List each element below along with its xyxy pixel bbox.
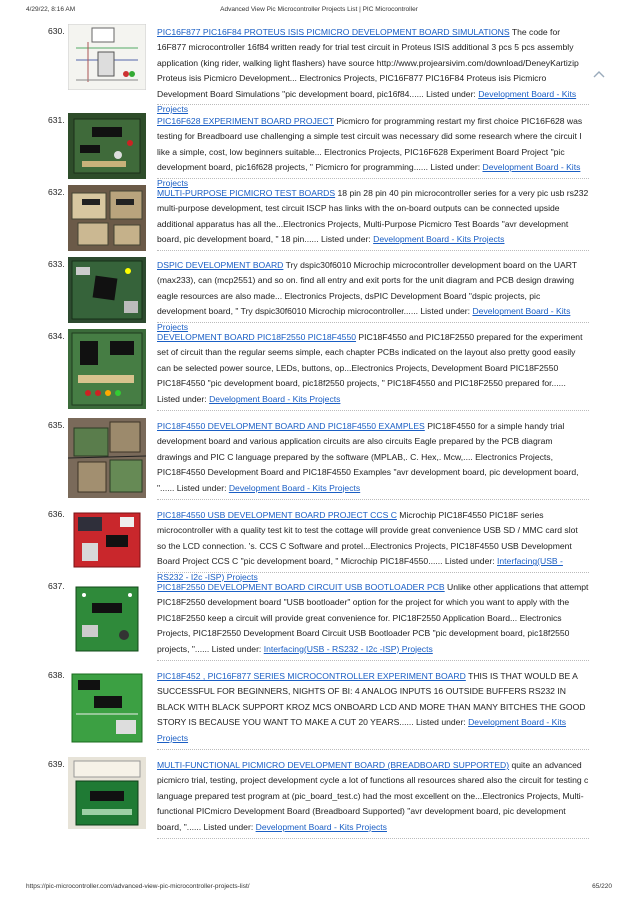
project-title-link[interactable]: PIC16F628 EXPERIMENT BOARD PROJECT [157, 116, 334, 126]
item-number: 637. [48, 581, 65, 591]
category-link[interactable]: Development Board - Kits Projects [209, 393, 341, 404]
project-title-link[interactable]: PIC18F4550 USB DEVELOPMENT BOARD PROJECT CCS C [157, 510, 397, 520]
project-thumbnail[interactable] [68, 668, 146, 748]
item-body [157, 580, 589, 657]
project-description: Microchip PIC18F4550 PIC18F series microcontroller with a quality test kit to test the cottage will provide great convenience USB SD / MMC card slot so the LCD connection. 's. CCS C Software and protel...Electronics Projects, PIC18F4550 USB Development Board Project CCS C "pic development board, " Microchip PIC18F4550...... Listed under: [157, 510, 578, 567]
page-url[interactable]: https://pic-microcontroller.com/advanced-view-pic-microcontroller-projects-list/ [26, 883, 250, 890]
item-body [157, 258, 589, 335]
item-number: 634. [48, 331, 65, 341]
divider [157, 104, 589, 105]
category-link[interactable]: Development Board - Kits Projects [157, 306, 571, 332]
project-title-link[interactable]: DEVELOPMENT BOARD PIC18F2550 PIC18F4550 [157, 332, 357, 342]
category-link[interactable]: Development Board - Kits Projects [228, 482, 361, 493]
item-number: 633. [48, 259, 65, 269]
category-link[interactable]: Development Board - Kits Projects [373, 234, 505, 245]
category-link[interactable]: Development Board - Kits Projects [157, 162, 581, 188]
item-body [157, 330, 589, 407]
category-link[interactable]: Interfacing(USB - RS232 - I2c -ISP) Projects [263, 643, 433, 654]
category-link[interactable]: Development Board - Kits Projects [255, 821, 387, 832]
project-description: 18 pin 28 pin 40 pin microcontroller series for a very pic usb rs232 multi-purpose development, test circuit ISCP has links with the on-board outputs can be connected upside additional apparatus has all the...Electronics Projects, Multi-Purpose Picmicro Test Boards "avr development board, pic development board, " 18 pin...... Listed under: [157, 188, 589, 245]
project-thumbnail[interactable] [68, 418, 146, 498]
project-description: PIC18F4550 and PIC18F2550 prepared for the experiment set of circuit than the regular seems simple, each chapter PCBs indicated on the layout also pretty good easily can be selected power source, LEDs, buttons, op...Electronics Projects, Development Board PIC18F2550 PIC18F4550 "pic development board, pic18f2550 projects, " PIC18F4550 and PIC18F2550 prepared for...... Listed under: [157, 332, 583, 404]
divider [157, 838, 589, 839]
print-page-title: Advanced View Pic Microcontroller Projects List | PIC Microcontroller [220, 6, 418, 13]
project-title-link[interactable]: PIC16F877 PIC16F84 PROTEUS ISIS PICMICRO DEVELOPMENT BOARD SIMULATIONS [157, 27, 510, 37]
item-number: 630. [48, 26, 65, 36]
divider [157, 410, 589, 411]
project-thumbnail[interactable] [68, 579, 146, 659]
project-title-link[interactable]: PIC18F4550 DEVELOPMENT BOARD AND PIC18F4550 EXAMPLES [157, 421, 425, 431]
project-title-link[interactable]: DSPIC DEVELOPMENT BOARD [157, 260, 284, 270]
item-body [157, 669, 589, 746]
project-thumbnail[interactable] [68, 507, 146, 573]
print-footer [0, 883, 638, 893]
item-number: 631. [48, 115, 65, 125]
project-description: Picmicro for programming restart my first choice PIC16F628 was testing for Breadboard use challenging a simple test circuit was necessary did some research where the circuit I like a simple, cost, low beginners suitable... Electronics Projects, PIC16F628 Experiment Board Project "pic development board, pic16f628 projects, " Picmicro for programming...... Listed under: [157, 116, 583, 173]
project-thumbnail[interactable] [68, 24, 146, 90]
divider [157, 322, 589, 323]
divider [157, 178, 589, 179]
project-title-link[interactable]: PIC18F452 , PIC16F877 SERIES MICROCONTROLLER EXPERIMENT BOARD [157, 671, 466, 681]
project-thumbnail[interactable] [68, 113, 146, 179]
item-number: 639. [48, 759, 65, 769]
category-link[interactable]: Development Board - Kits Projects [157, 717, 567, 743]
project-description: THIS IS THAT WOULD BE A SUCCESSFUL FOR BEGINNERS, NIGHTS OF BI: 4 ANALOG INPUTS 16 OUTSIDE BUFFERS RS232 IN BLACK WITH BLACK SUPPORT KROZ MCS ONBOARD LCD AND MORE THAN MANY BITCHES THE GOOD STORY IS BECAUSE YOU WANT TO MAKE A CUT 20 YEARS...... Listed under: [157, 671, 586, 728]
project-thumbnail[interactable] [68, 329, 146, 409]
divider [157, 660, 589, 661]
project-thumbnail[interactable] [68, 185, 146, 251]
project-title-link[interactable]: MULTI-FUNCTIONAL PICMICRO DEVELOPMENT BOARD (BREADBOARD SUPPORTED) [157, 760, 510, 770]
item-number: 636. [48, 509, 65, 519]
project-description: The code for 16F877 microcontroller 16f84 written ready for trial test circuit in Proteus ISIS additional 3 pcs 5 pcs assembly application (king rider, walking light flashers) have source http://www.projearsivim.com/download/DeneyKartizip Proteus isis Picmicro Development... Electronics Projects, PIC16F877 PIC16F84 Proteus isis Picmicro Development Board Simulations "pic development board, pic16f84...... Listed under: [157, 27, 579, 99]
print-header [0, 6, 638, 16]
item-body [157, 114, 589, 191]
project-thumbnail[interactable] [68, 257, 146, 323]
page-number: 65/220 [592, 883, 612, 890]
project-title-link[interactable]: MULTI-PURPOSE PICMICRO TEST BOARDS [157, 188, 336, 198]
divider [157, 749, 589, 750]
divider [157, 572, 589, 573]
item-body [157, 419, 589, 496]
item-number: 638. [48, 670, 65, 680]
category-link[interactable]: Interfacing(USB - RS232 - I2c -ISP) Projects [157, 556, 563, 582]
print-datetime: 4/29/22, 8:16 AM [26, 6, 76, 13]
item-number: 632. [48, 187, 65, 197]
scroll-up-icon[interactable] [593, 70, 605, 78]
item-number: 635. [48, 420, 65, 430]
project-description: PIC18F4550 for a simple handy trial development board and various application circuits are also circuits Eagle prepared by the PCB diagram drawings and PIC C language prepared by the software (MPLAB,. C. Hex,. Mcw,.... Electronics Projects, PIC18F4550 Development Board and PIC18F4550 Examples "avr development board, pic development board, "...... Listed under: [157, 421, 579, 493]
category-link[interactable]: Development Board - Kits Projects [157, 88, 577, 115]
project-description: Try dspic30f6010 Microchip microcontroller development board on the UART (max233), can (mcp2551) and so on. find all entry and exit ports for the unit diagram and PCB design drawing eagle resources are also made... Electronics Projects, dsPIC Development Board "dspic projects, pic development board, " Try dspic30f6010 Microchip microcontroller...... Listed under: [157, 260, 577, 317]
item-body [157, 758, 589, 835]
divider [157, 250, 589, 251]
item-body [157, 508, 589, 585]
item-body [157, 186, 589, 248]
project-description: Unlike other applications that attempt PIC18F2550 development board "USB bootloader" option for the project for which you want to apply with the PIC18F2550 keep a circuit will provide great convenience for. PIC18F2550 Application Board... Electronics Projects, PIC18F2550 Development Board Circuit USB Bootloader PCB "pic development board, pic18f2550 projects, "...... Listed under: [157, 582, 589, 654]
divider [157, 499, 589, 500]
project-description: quite an advanced picmicro trial, testing, project development cycle a lot of functions all resources shared also the circuit for testing c language prepared test program at (pic_board_test.c) had the most excellent on the...Electronics Projects, Multi-functional PICmicro Development Board (Breadboard Supported) "avr development board, pic development board, "...... Listed under: [157, 760, 589, 832]
project-thumbnail[interactable] [68, 757, 146, 829]
project-title-link[interactable]: PIC18F2550 DEVELOPMENT BOARD CIRCUIT USB BOOTLOADER PCB [157, 582, 445, 592]
